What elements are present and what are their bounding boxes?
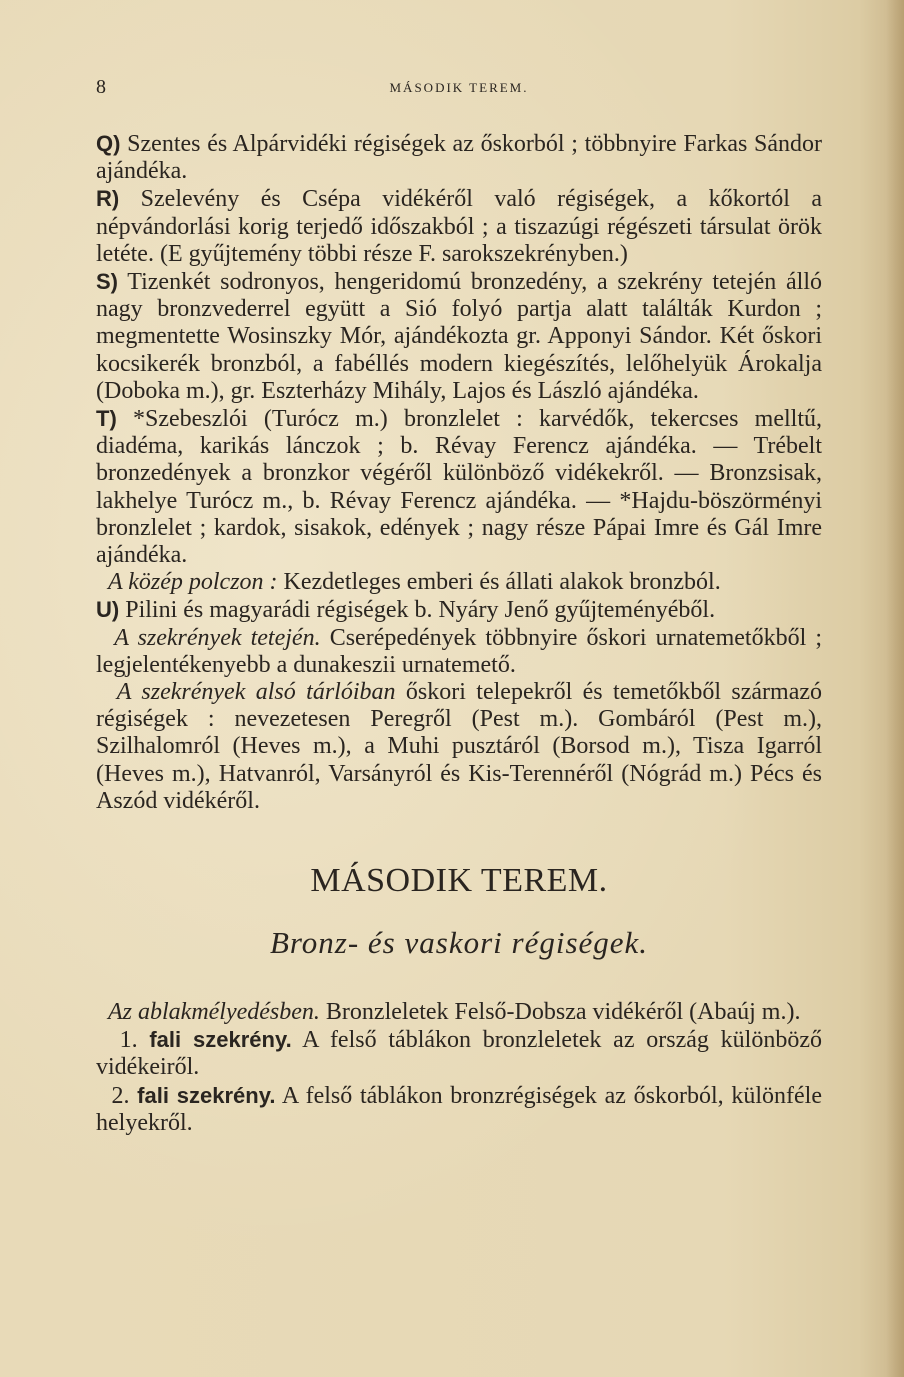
entry-key: T): [96, 406, 117, 432]
entry-text: Pilini és magyarádi régiségek b. Nyáry Jenő gyűjteményéből.: [125, 597, 716, 624]
entry-s: [96, 268, 822, 405]
page-body: [96, 130, 822, 1137]
fali-number: 1.: [119, 1027, 138, 1054]
fali-text: A felső táblákon bronzleletek az ország különböző vidékeiről.: [96, 1027, 823, 1081]
entry-t: [96, 405, 822, 569]
szekrenyek-tarloiban: [96, 679, 822, 815]
section-text: Bronzleletek Felső-Dobsza vidékéről (Abaúj m.).: [325, 999, 801, 1026]
spacer: [96, 961, 822, 999]
section-heading: MÁSODIK TEREM.: [310, 862, 608, 900]
fali-label: fali szekrény.: [137, 1082, 276, 1108]
fali-text: A felső táblákon bronzrégiségek az őskorból, különféle helyekről.: [96, 1082, 822, 1136]
running-title: MÁSODIK TEREM.: [389, 80, 529, 95]
section-label: A szekrények alsó tárlóiban: [116, 679, 396, 706]
page-edge-shadow: [886, 0, 904, 1377]
ablakmelyedes: [96, 999, 822, 1026]
entry-key: Q): [96, 131, 121, 156]
fali-label: fali szekrény.: [149, 1027, 292, 1053]
kozep-polczon: [96, 569, 822, 596]
entry-text: Tizenkét sodronyos, hengeridomú bronzedény, a szekrény tetején álló nagy bronzvederrel együtt a Sió folyó partja alatt találták Kurdon ; megmentette Wosinszky Mór, ajándékozta gr. Apponyi Sándor. Két őskori kocsikerék bronzból, a fabéllés modern kiegészítés, lelőhelyük Árokalja (Doboka m.), gr. Eszterházy Mihály, Lajos és László ajándéka.: [96, 269, 822, 404]
entry-key: R): [96, 186, 120, 212]
entry-key: U): [96, 597, 120, 623]
page-header: [96, 76, 822, 100]
fali-szekreny-1: [96, 1026, 822, 1081]
section-text: Cserépedények többnyire őskori urnatemetőkből ; legjelentékenyebb a dunakeszii urnatemető.: [96, 624, 823, 678]
section-label: A szekrények tetején.: [114, 624, 321, 651]
fali-szekreny-2: [96, 1082, 822, 1137]
section-label: A közép polczon :: [108, 569, 278, 596]
entry-key: S): [96, 269, 118, 295]
entry-text: Szentes és Alpárvidéki régiségek az őskorból ; többnyire Farkas Sándor ajándéka.: [96, 131, 823, 185]
entry-text: *Szebeszlói (Turócz m.) bronzlelet : karvédők, tekercses melltű, diadéma, karikás lánczok ; b. Révay Ferencz ajándéka. — Trébelt bronzedények a bronzkor végéről különböző vidékekről. — Bronzsisak, lakhelye Turócz m., b. Révay Ferencz ajándéka. — *Hajdu-böszörményi bronzlelet ; kardok, sisakok, edények ; nagy része Pápai Imre és Gál Imre ajándéka.: [96, 406, 823, 569]
entry-text: Szelevény és Csépa vidékéről való régiségek, a kőkortól a népvándorlási korig terjedő időszakból ; a tiszazúgi régészeti társulat örök letéte. (E gyűjtemény többi része F. sarokszekrényben.): [96, 186, 823, 267]
entry-q: [96, 130, 822, 185]
szekrenyek-tetejen: [96, 625, 822, 679]
section-subheading: Bronz- és vaskori régiségek.: [269, 925, 649, 961]
entry-r: [96, 185, 822, 268]
section-label: Az ablakmélyedésben.: [108, 999, 320, 1026]
fali-number: 2.: [111, 1082, 130, 1109]
section-text: Kezdetleges emberi és állati alakok bronzból.: [283, 569, 721, 596]
entry-u: [96, 596, 822, 624]
page-number: 8: [96, 76, 106, 98]
section-text: őskori telepekről és temetőkből származó régiségek : nevezetesen Peregről (Pest m.). Gombáról (Pest m.), Szilhalomról (Heves m.), a Muhi pusztáról (Borsod m.), Tisza Igarról (Heves m.), Hatvanról, Varsányról és Kis-Terennéről (Nógrád m.) Pécs és Aszód vidékéről.: [96, 679, 823, 814]
